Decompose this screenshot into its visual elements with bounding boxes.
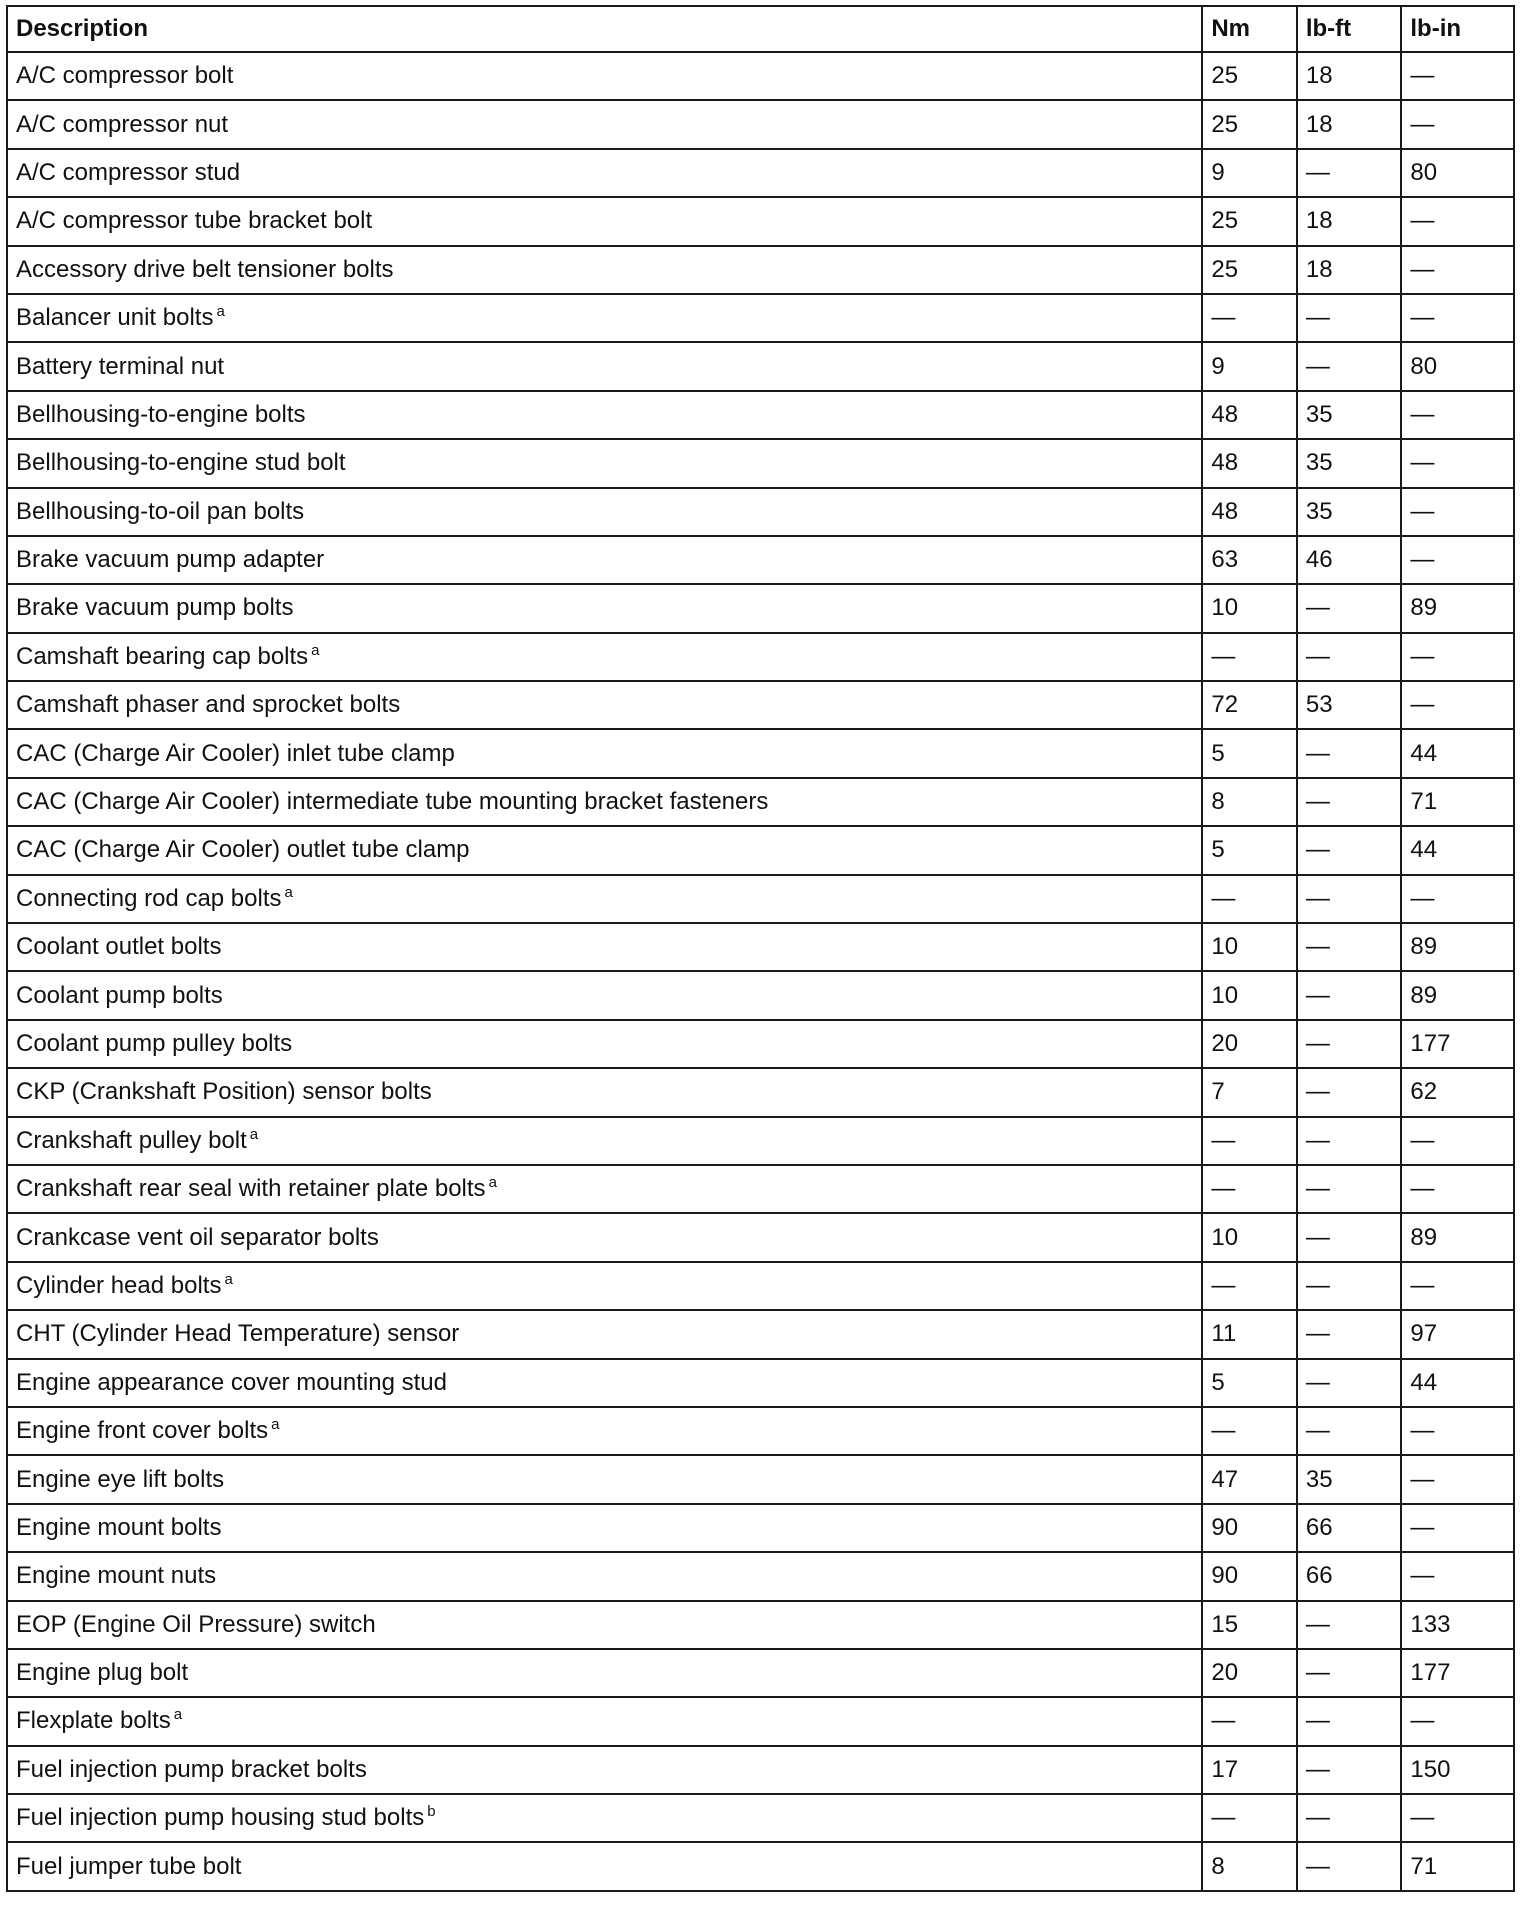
description-text: Bellhousing-to-oil pan bolts [16,497,305,525]
torque-spec-table [6,5,1515,1892]
description-cell [7,1794,1202,1842]
description-cell [7,1649,1202,1697]
footnote-marker: a [249,1125,259,1143]
lb-ft-cell: — [1297,294,1402,342]
lb-in-cell: — [1401,875,1514,923]
table-row [7,439,1514,487]
nm-cell: 8 [1202,1842,1297,1890]
nm-cell: 25 [1202,246,1297,294]
nm-cell: — [1202,1697,1297,1745]
description-text: Accessory drive belt tensioner bolts [16,255,394,283]
description-text: Coolant pump bolts [16,981,223,1009]
lb-in-cell: — [1401,1165,1514,1213]
lb-ft-cell: — [1297,342,1402,390]
lb-ft-cell: 35 [1297,1455,1402,1503]
table-row [7,1552,1514,1600]
table-row [7,1697,1514,1745]
nm-cell: 10 [1202,971,1297,1019]
description-cell [7,52,1202,100]
table-row [7,1359,1514,1407]
description-text: Engine mount nuts [16,1562,217,1590]
lb-ft-cell: 53 [1297,681,1402,729]
header-nm: Nm [1202,6,1297,52]
lb-ft-cell: 46 [1297,536,1402,584]
table-row [7,1165,1514,1213]
nm-cell: 5 [1202,1359,1297,1407]
table-row [7,1407,1514,1455]
description-text: Battery terminal nut [16,352,225,380]
description-cell [7,1262,1202,1310]
description-text: A/C compressor stud [16,158,241,186]
description-cell [7,826,1202,874]
lb-in-cell: — [1401,1552,1514,1600]
description-text: CAC (Charge Air Cooler) outlet tube clamp [16,836,470,864]
description-text: Brake vacuum pump bolts [16,594,294,622]
description-cell [7,923,1202,971]
table-row [7,342,1514,390]
table-row [7,1504,1514,1552]
description-cell [7,875,1202,923]
description-text: Coolant pump pulley bolts [16,1030,293,1057]
table-row [7,1310,1514,1358]
lb-ft-cell: — [1297,875,1402,923]
description-text: A/C compressor tube bracket bolt [16,207,373,235]
lb-in-cell: — [1401,1794,1514,1842]
lb-in-cell: 44 [1401,1359,1514,1407]
nm-cell: — [1202,294,1297,342]
description-cell [7,1601,1202,1649]
description-text: Bellhousing-to-engine stud bolt [16,449,346,477]
table-row [7,1842,1514,1890]
nm-cell: 15 [1202,1601,1297,1649]
lb-in-cell: 71 [1401,778,1514,826]
lb-in-cell: 80 [1401,149,1514,197]
description-text: EOP (Engine Oil Pressure) switch [16,1610,376,1638]
lb-in-cell: 62 [1401,1068,1514,1116]
description-cell [7,681,1202,729]
nm-cell: — [1202,1262,1297,1310]
header-lb-in: lb-in [1401,6,1514,52]
table-row [7,681,1514,729]
nm-cell: 72 [1202,681,1297,729]
description-text: Balancer unit bolts [16,304,214,332]
table-row [7,100,1514,148]
lb-in-cell: — [1401,246,1514,294]
lb-ft-cell: 66 [1297,1552,1402,1600]
lb-in-cell: 177 [1401,1649,1514,1697]
lb-ft-cell: — [1297,1601,1402,1649]
nm-cell: 48 [1202,439,1297,487]
nm-cell: 20 [1202,1020,1297,1068]
lb-in-cell: — [1401,1262,1514,1310]
nm-cell: 90 [1202,1504,1297,1552]
nm-cell: — [1202,633,1297,681]
description-text: Engine appearance cover mounting stud [16,1368,447,1396]
description-cell [7,294,1202,342]
table-row [7,52,1514,100]
description-text: Engine front cover bolts [16,1417,269,1445]
lb-in-cell: 89 [1401,1213,1514,1261]
description-text: Fuel injection pump housing stud bolts [16,1804,425,1832]
description-cell [7,391,1202,439]
lb-ft-cell: — [1297,1165,1402,1213]
lb-ft-cell: — [1297,1697,1402,1745]
description-cell [7,1746,1202,1794]
lb-in-cell: 71 [1401,1842,1514,1890]
lb-ft-cell: — [1297,826,1402,874]
table-row [7,149,1514,197]
table-row [7,1020,1514,1068]
table-row [7,197,1514,245]
description-text: CAC (Charge Air Cooler) intermediate tube mounting bracket fasteners [16,788,769,816]
lb-ft-cell: — [1297,584,1402,632]
table-row [7,729,1514,777]
nm-cell: 47 [1202,1455,1297,1503]
nm-cell: 5 [1202,729,1297,777]
nm-cell: 10 [1202,584,1297,632]
header-lb-ft: lb-ft [1297,6,1402,52]
table-body [7,52,1514,1891]
lb-in-cell: — [1401,488,1514,536]
lb-ft-cell: 18 [1297,246,1402,294]
nm-cell: 9 [1202,342,1297,390]
nm-cell: 25 [1202,100,1297,148]
lb-ft-cell: 35 [1297,439,1402,487]
description-text: Fuel injection pump bracket bolts [16,1755,367,1783]
nm-cell: 48 [1202,391,1297,439]
description-text: Camshaft phaser and sprocket bolts [16,691,401,719]
lb-ft-cell: 18 [1297,197,1402,245]
footnote-marker: a [216,303,225,321]
table-row [7,875,1514,923]
lb-in-cell: — [1401,52,1514,100]
footnote-marker: a [284,883,293,901]
lb-ft-cell: — [1297,1794,1402,1842]
description-text: A/C compressor nut [16,110,229,138]
nm-cell: — [1202,1407,1297,1455]
footnote-marker: b [427,1803,436,1821]
lb-ft-cell: — [1297,633,1402,681]
table-row [7,584,1514,632]
lb-in-cell: — [1401,536,1514,584]
nm-cell: 11 [1202,1310,1297,1358]
nm-cell: — [1202,1165,1297,1213]
lb-ft-cell: — [1297,923,1402,971]
description-text: A/C compressor bolt [16,62,234,90]
lb-in-cell: 89 [1401,584,1514,632]
lb-in-cell: 89 [1401,923,1514,971]
table-row [7,1746,1514,1794]
lb-ft-cell: — [1297,1649,1402,1697]
table-row [7,633,1514,681]
nm-cell: 10 [1202,923,1297,971]
description-cell [7,1020,1202,1068]
description-text: Crankcase vent oil separator bolts [16,1223,379,1251]
lb-in-cell: 150 [1401,1746,1514,1794]
footnote-marker: a [173,1706,183,1724]
table-row [7,1068,1514,1116]
header-row [7,6,1514,52]
nm-cell: 10 [1202,1213,1297,1261]
lb-ft-cell: 18 [1297,100,1402,148]
description-cell [7,246,1202,294]
description-cell [7,1213,1202,1261]
description-cell [7,1165,1202,1213]
lb-in-cell: — [1401,1455,1514,1503]
footnote-marker: a [488,1174,497,1192]
lb-in-cell: — [1401,1697,1514,1745]
description-cell [7,778,1202,826]
lb-ft-cell: 66 [1297,1504,1402,1552]
table-row [7,488,1514,536]
description-cell [7,100,1202,148]
lb-in-cell: 177 [1401,1020,1514,1068]
description-cell [7,584,1202,632]
lb-in-cell: — [1401,681,1514,729]
table-row [7,391,1514,439]
table-row [7,778,1514,826]
table-row [7,1794,1514,1842]
lb-ft-cell: — [1297,1068,1402,1116]
description-cell [7,971,1202,1019]
lb-ft-cell: — [1297,1020,1402,1068]
description-cell [7,488,1202,536]
lb-ft-cell: — [1297,729,1402,777]
lb-ft-cell: 35 [1297,391,1402,439]
description-cell [7,1068,1202,1116]
lb-ft-cell: 18 [1297,52,1402,100]
lb-in-cell: — [1401,100,1514,148]
footnote-marker: a [224,1270,233,1288]
description-text: Engine plug bolt [16,1659,189,1687]
lb-ft-cell: — [1297,778,1402,826]
lb-ft-cell: — [1297,149,1402,197]
description-cell [7,1310,1202,1358]
description-text: Engine eye lift bolts [16,1465,225,1493]
description-text: Flexplate bolts [16,1707,171,1735]
description-text: Bellhousing-to-engine bolts [16,400,306,428]
lb-in-cell: — [1401,1117,1514,1165]
lb-ft-cell: — [1297,1746,1402,1794]
table-row [7,1601,1514,1649]
header-description: Description [7,6,1202,52]
nm-cell: 90 [1202,1552,1297,1600]
lb-in-cell: 133 [1401,1601,1514,1649]
description-cell [7,342,1202,390]
nm-cell: 7 [1202,1068,1297,1116]
description-text: Fuel jumper tube bolt [16,1852,242,1880]
footnote-marker: a [311,641,320,659]
description-text: Brake vacuum pump adapter [16,546,325,574]
lb-ft-cell: 35 [1297,488,1402,536]
lb-in-cell: — [1401,294,1514,342]
lb-in-cell: 89 [1401,971,1514,1019]
nm-cell: 20 [1202,1649,1297,1697]
lb-in-cell: — [1401,391,1514,439]
table-row [7,1117,1514,1165]
table-row [7,826,1514,874]
description-text: CHT (Cylinder Head Temperature) sensor [16,1320,460,1348]
description-cell [7,1697,1202,1745]
lb-ft-cell: — [1297,971,1402,1019]
description-text: Camshaft bearing cap bolts [16,642,309,670]
lb-in-cell: 97 [1401,1310,1514,1358]
lb-in-cell: 80 [1401,342,1514,390]
description-text: CKP (Crankshaft Position) sensor bolts [16,1078,432,1106]
table-row [7,923,1514,971]
table-row [7,1262,1514,1310]
nm-cell: — [1202,875,1297,923]
lb-in-cell: — [1401,1407,1514,1455]
description-text: CAC (Charge Air Cooler) inlet tube clamp [16,739,455,767]
description-text: Connecting rod cap bolts [16,884,282,912]
description-text: Engine mount bolts [16,1513,222,1541]
lb-ft-cell: — [1297,1117,1402,1165]
description-cell [7,1842,1202,1890]
description-cell [7,149,1202,197]
nm-cell: 17 [1202,1746,1297,1794]
description-cell [7,1552,1202,1600]
table-row [7,1649,1514,1697]
table-row [7,1213,1514,1261]
description-text: Cylinder head bolts [16,1271,222,1299]
lb-in-cell: 44 [1401,826,1514,874]
lb-in-cell: — [1401,197,1514,245]
lb-in-cell: — [1401,633,1514,681]
footnote-marker: a [271,1416,280,1434]
nm-cell: 25 [1202,52,1297,100]
table-row [7,246,1514,294]
nm-cell: 25 [1202,197,1297,245]
nm-cell: 8 [1202,778,1297,826]
lb-in-cell: 44 [1401,729,1514,777]
table-row [7,971,1514,1019]
description-cell [7,1504,1202,1552]
description-cell [7,729,1202,777]
description-cell [7,633,1202,681]
lb-in-cell: — [1401,1504,1514,1552]
description-text: Coolant outlet bolts [16,933,222,961]
lb-ft-cell: — [1297,1842,1402,1890]
table-row [7,536,1514,584]
table-row [7,1455,1514,1503]
nm-cell: 63 [1202,536,1297,584]
description-cell [7,536,1202,584]
lb-ft-cell: — [1297,1407,1402,1455]
description-cell [7,1117,1202,1165]
table-row [7,294,1514,342]
lb-ft-cell: — [1297,1310,1402,1358]
nm-cell: 48 [1202,488,1297,536]
description-cell [7,1407,1202,1455]
description-text: Crankshaft pulley bolt [16,1126,247,1154]
nm-cell: — [1202,1794,1297,1842]
nm-cell: — [1202,1117,1297,1165]
lb-in-cell: — [1401,439,1514,487]
lb-ft-cell: — [1297,1359,1402,1407]
description-cell [7,439,1202,487]
description-cell [7,1455,1202,1503]
description-cell [7,197,1202,245]
description-text: Crankshaft rear seal with retainer plate bolts [16,1175,486,1203]
description-cell [7,1359,1202,1407]
lb-ft-cell: — [1297,1213,1402,1261]
nm-cell: 9 [1202,149,1297,197]
nm-cell: 5 [1202,826,1297,874]
lb-ft-cell: — [1297,1262,1402,1310]
